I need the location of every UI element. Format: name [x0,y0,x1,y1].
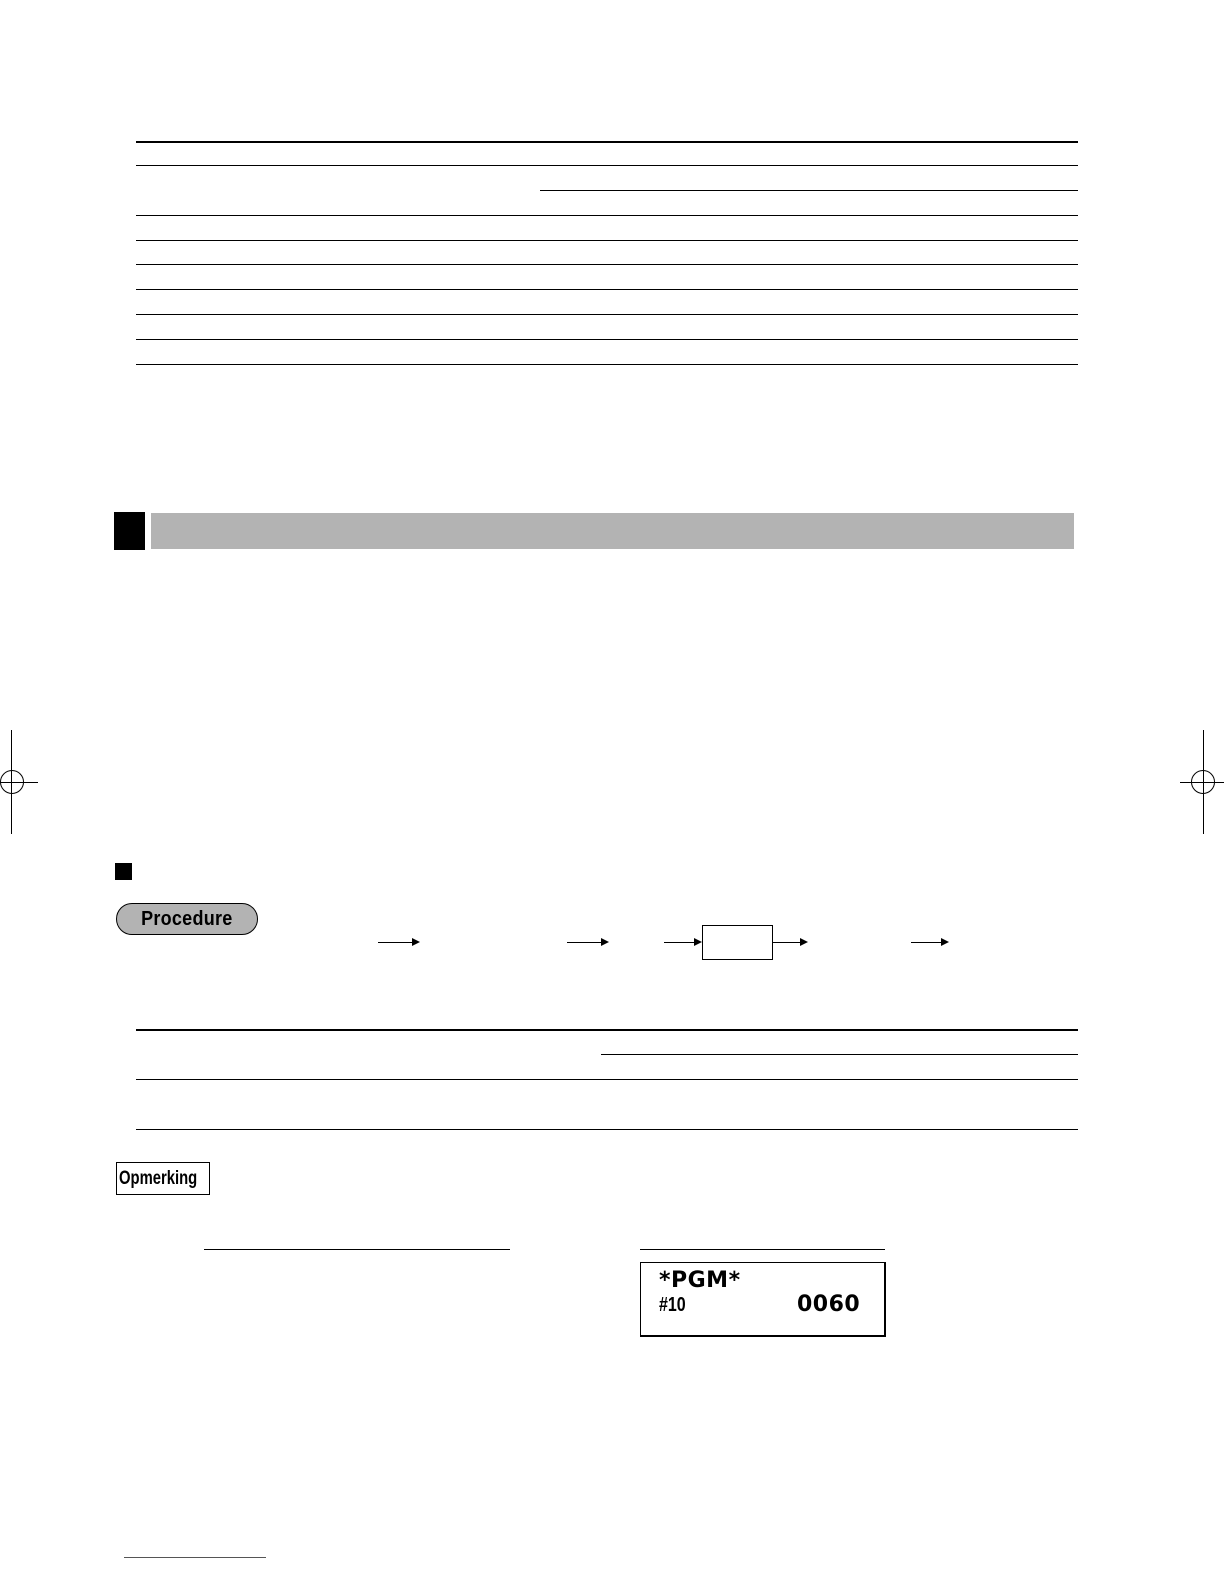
flow-arrow [567,942,607,943]
flow-arrow [378,942,418,943]
table-top-border [136,141,1078,143]
flow-arrow [911,942,947,943]
flow-arrow [664,942,700,943]
receipt-display [640,1262,886,1337]
key-box [702,925,773,960]
table-row-divider [136,264,1078,265]
flow-arrow [772,942,806,943]
procedure-label: Procedure [141,907,233,930]
table-row-divider [136,165,1078,166]
table-bottom-border [136,364,1078,365]
display-line1: *PGM* [659,1268,741,1293]
table-row-divider [136,240,1078,241]
subsection-bullet [115,863,132,880]
footer-rule [124,1557,266,1558]
section-number-block [114,512,145,550]
display-line2-right: 0060 [797,1292,861,1317]
key-operation-underline [204,1249,510,1250]
table-row-divider [136,314,1078,315]
table-row-divider [136,339,1078,340]
table-row-divider [136,215,1078,216]
table-subheader-divider [540,190,1078,191]
print-underline [640,1249,885,1250]
table-subheader-divider [601,1054,1078,1055]
table-bottom-border [136,1129,1078,1130]
table-row-divider [136,289,1078,290]
note-label: Opmerking [119,1167,198,1189]
table-top-border [136,1029,1078,1031]
note-badge [116,1162,210,1195]
section-title-bar [151,513,1074,549]
procedure-badge [116,903,258,935]
display-line2-left: #10 [659,1294,686,1316]
table-row-divider [136,1079,1078,1080]
